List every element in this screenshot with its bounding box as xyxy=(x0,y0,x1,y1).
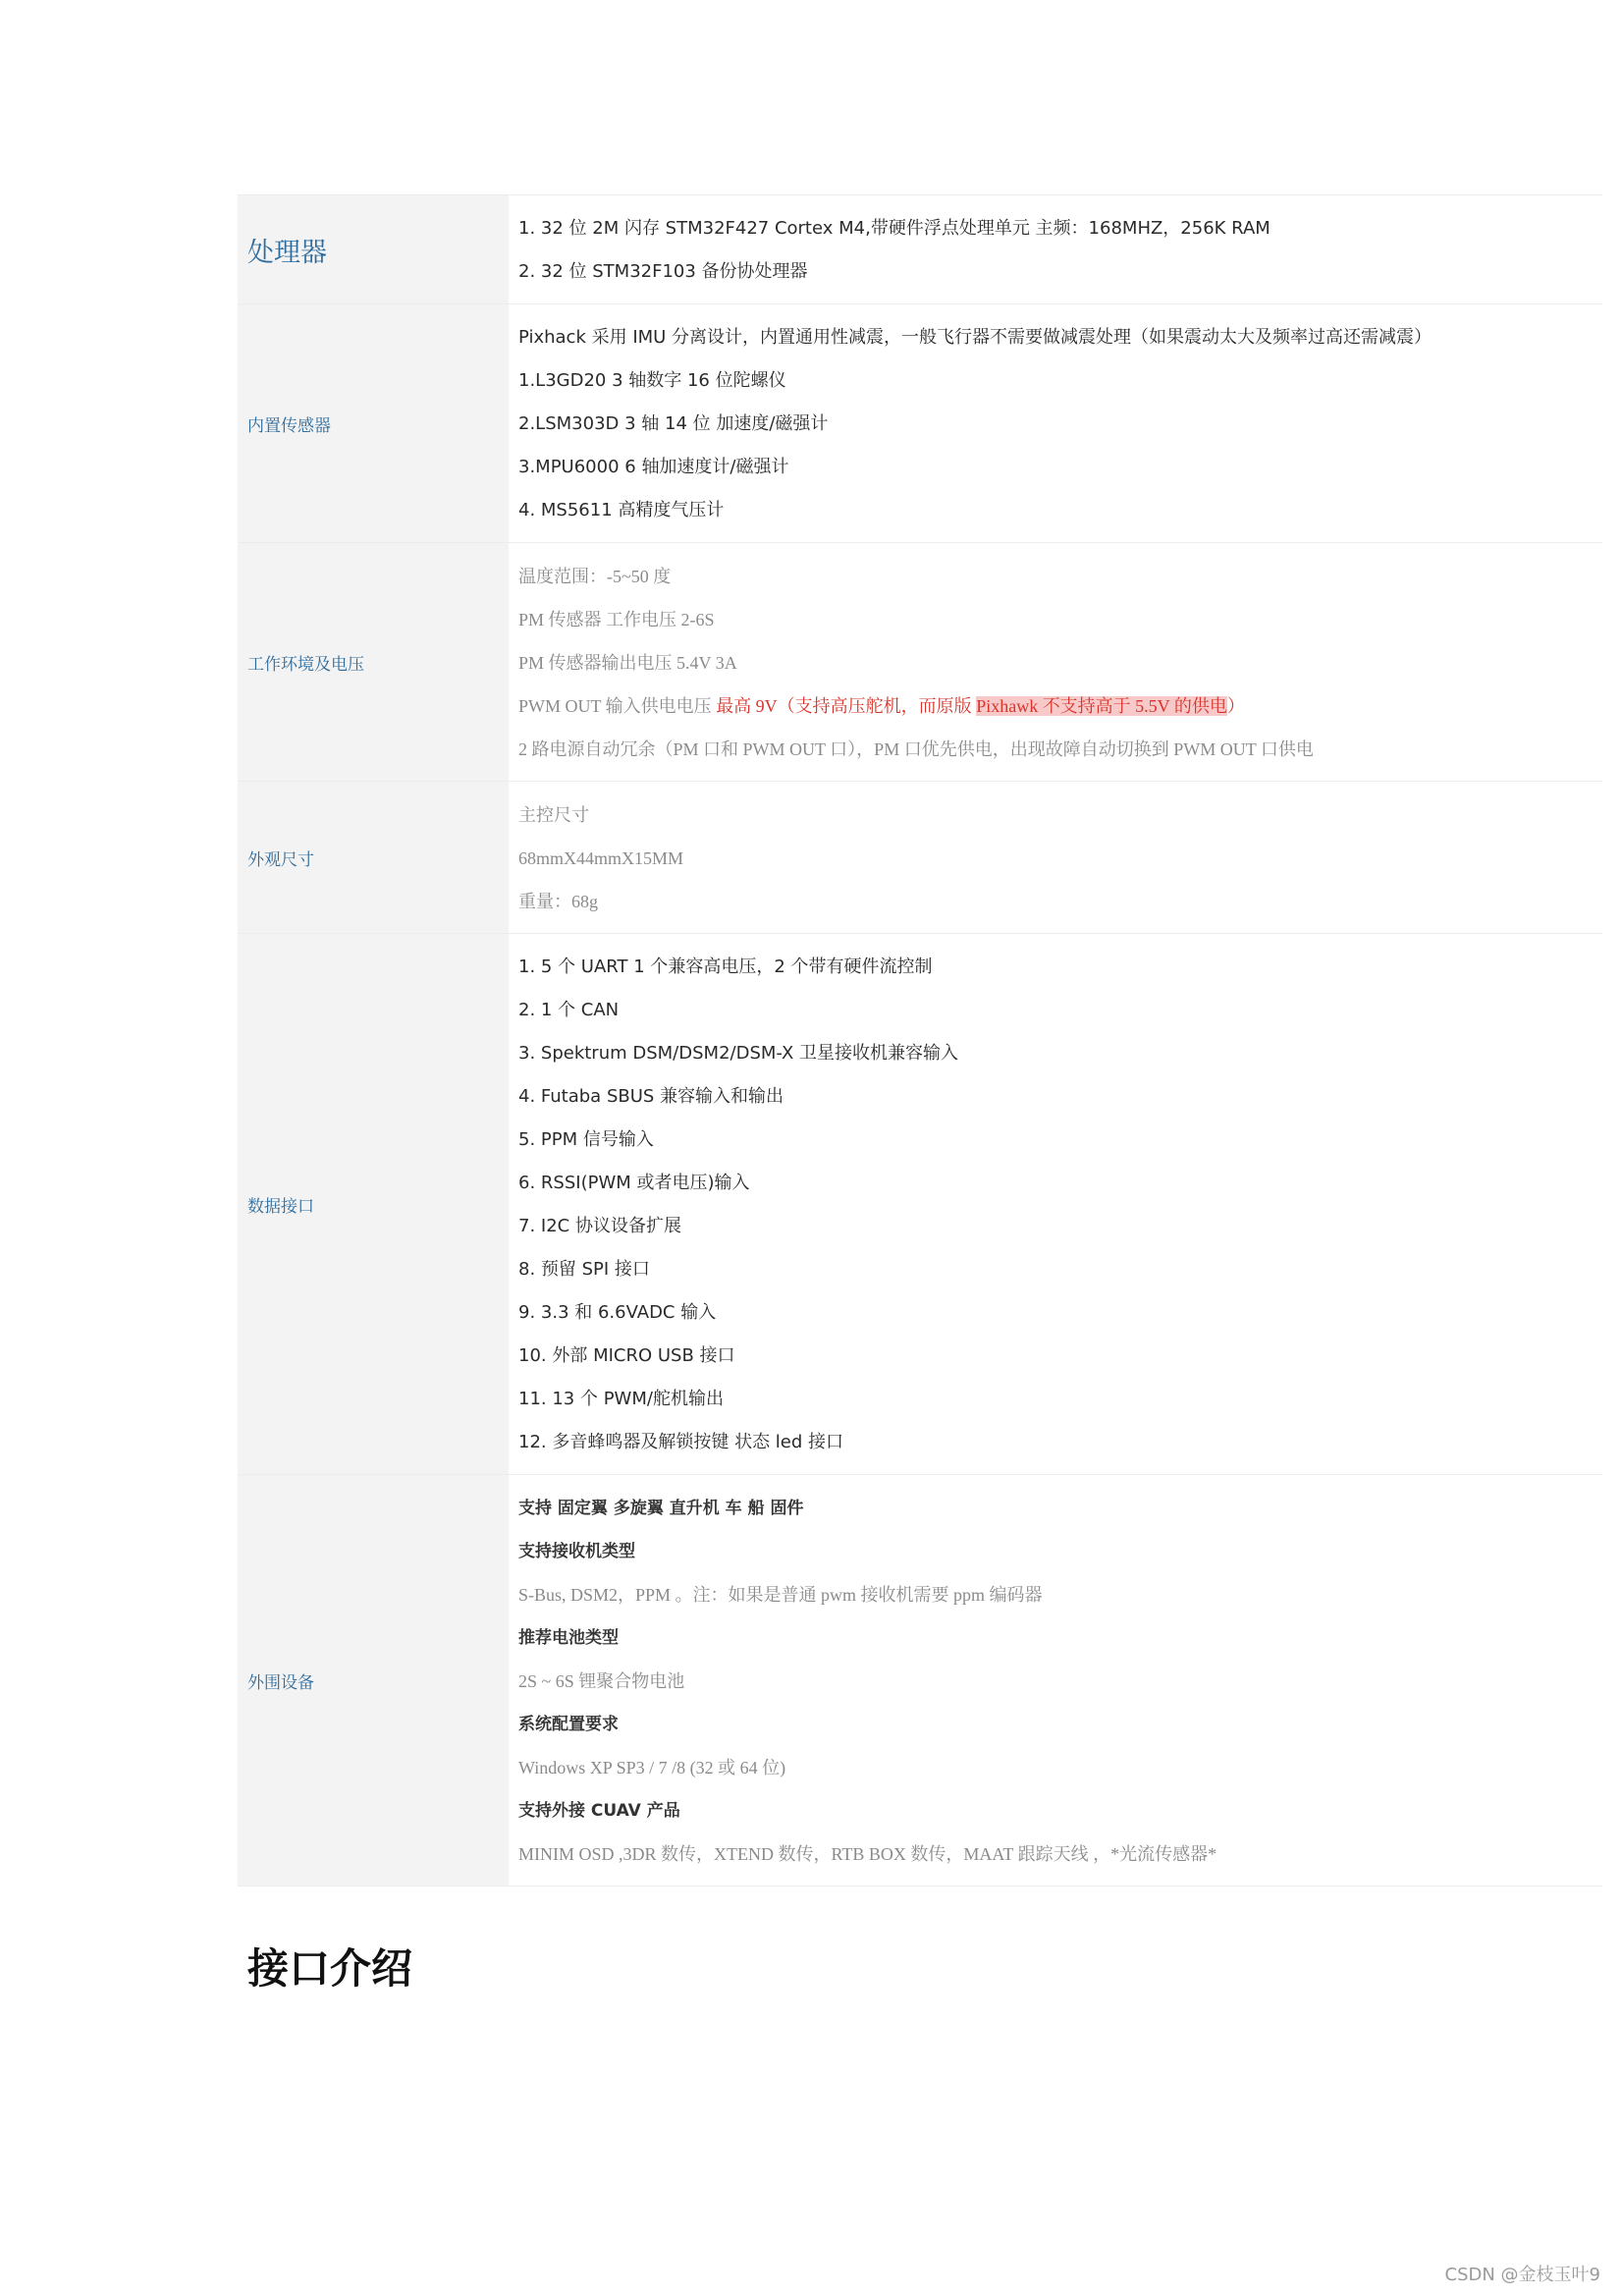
spec-value-cell xyxy=(509,782,1602,933)
spec-label-cell xyxy=(238,195,509,303)
spec-table xyxy=(238,194,1602,1886)
spec-label-cell xyxy=(238,543,509,781)
spec-row-interfaces xyxy=(238,934,1602,1475)
spec-row-sensors xyxy=(238,304,1602,543)
spec-line: 温度范围：-5~50 度 xyxy=(518,567,672,586)
spec-line: S-Bus, DSM2，PPM 。注：如果是普通 pwm 接收机需要 ppm 编码器 xyxy=(518,1585,1043,1605)
section-heading: 接口介绍 xyxy=(247,1944,413,1993)
pwm-voltage-prefix: PWM OUT 输入供电电压 xyxy=(518,696,717,716)
pwm-voltage-suffix: ） xyxy=(1226,696,1245,716)
pwm-voltage-red: 最高 9V（支持高压舵机，而原版 xyxy=(716,696,977,716)
spec-row-dimensions xyxy=(238,782,1602,934)
spec-value-cell xyxy=(509,304,1602,542)
spec-label-sensors: 内置传感器 xyxy=(247,415,331,436)
spec-row-environment xyxy=(238,543,1602,782)
spec-line: 10. 外部 MICRO USB 接口 xyxy=(518,1345,735,1366)
spec-line: 1.L3GD20 3 轴数字 16 位陀螺仪 xyxy=(518,370,786,391)
spec-line: 12. 多音蜂鸣器及解锁按键 状态 led 接口 xyxy=(518,1432,844,1452)
spec-line: 68mmX44mmX15MM xyxy=(518,848,684,868)
spec-label-peripherals: 外围设备 xyxy=(247,1672,314,1693)
spec-value-cell xyxy=(509,934,1602,1474)
spec-line: 3.MPU6000 6 轴加速度计/磁强计 xyxy=(518,457,789,477)
spec-label-cell xyxy=(238,782,509,933)
spec-line: 4. MS5611 高精度气压计 xyxy=(518,500,725,520)
spec-value-cell xyxy=(509,543,1602,781)
spec-label-cell xyxy=(238,304,509,542)
spec-label-interfaces: 数据接口 xyxy=(247,1196,314,1217)
spec-value-cell xyxy=(509,1475,1602,1886)
spec-line: 11. 13 个 PWM/舵机输出 xyxy=(518,1389,724,1409)
spec-line: 2 路电源自动冗余（PM 口和 PWM OUT 口），PM 口优先供电，出现故障自动切换到 PWM OUT 口供电 xyxy=(518,739,1314,759)
spec-line-pwm-voltage xyxy=(518,684,1593,728)
spec-line: Pixhack 采用 IMU 分离设计，内置通用性减震，一般飞行器不需要做减震处理（如果震动太大及频率过高还需减震） xyxy=(518,327,1433,348)
spec-line: 支持 固定翼 多旋翼 直升机 车 船 固件 xyxy=(518,1499,804,1518)
spec-line: 系统配置要求 xyxy=(518,1715,619,1734)
spec-line: 2S ~ 6S 锂聚合物电池 xyxy=(518,1671,685,1691)
spec-line: 2. 1 个 CAN xyxy=(518,1000,620,1020)
spec-line: 支持外接 CUAV 产品 xyxy=(518,1801,680,1821)
spec-value-cell xyxy=(509,195,1602,303)
spec-line: 8. 预留 SPI 接口 xyxy=(518,1259,650,1280)
spec-line: 3. Spektrum DSM/DSM2/DSM-X 卫星接收机兼容输入 xyxy=(518,1043,959,1064)
spec-label-cell xyxy=(238,1475,509,1886)
watermark: CSDN @金枝玉叶9 xyxy=(1444,2265,1600,2285)
spec-line: PM 传感器输出电压 5.4V 3A xyxy=(518,653,737,673)
spec-line: 重量：68g xyxy=(518,892,598,911)
spec-line: 2. 32 位 STM32F103 备份协处理器 xyxy=(518,261,808,282)
spec-line: 6. RSSI(PWM 或者电压)输入 xyxy=(518,1173,750,1193)
spec-line: 1. 32 位 2M 闪存 STM32F427 Cortex M4,带硬件浮点处理单元 主频：168MHZ，256K RAM xyxy=(518,218,1271,239)
spec-line: 5. PPM 信号输入 xyxy=(518,1129,654,1150)
spec-line: MINIM OSD ,3DR 数传，XTEND 数传，RTB BOX 数传，MAAT 跟踪天线 ，*光流传感器* xyxy=(518,1844,1217,1864)
spec-line: 支持接收机类型 xyxy=(518,1542,635,1561)
spec-line: PM 传感器 工作电压 2-6S xyxy=(518,610,715,629)
spec-label-dimensions: 外观尺寸 xyxy=(247,849,314,870)
pwm-voltage-highlight: Pixhawk 不支持高于 5.5V 的供电 xyxy=(976,696,1227,716)
spec-label-environment: 工作环境及电压 xyxy=(247,654,364,675)
spec-row-peripherals xyxy=(238,1475,1602,1886)
spec-line: 2.LSM303D 3 轴 14 位 加速度/磁强计 xyxy=(518,413,829,434)
spec-line: 推荐电池类型 xyxy=(518,1628,619,1648)
spec-line: Windows XP SP3 / 7 /8 (32 或 64 位) xyxy=(518,1758,786,1777)
spec-line: 7. I2C 协议设备扩展 xyxy=(518,1216,681,1236)
spec-line: 1. 5 个 UART 1 个兼容高电压，2 个带有硬件流控制 xyxy=(518,957,933,977)
spec-line: 4. Futaba SBUS 兼容输入和输出 xyxy=(518,1086,784,1107)
spec-line: 主控尺寸 xyxy=(518,805,589,825)
spec-line: 9. 3.3 和 6.6VADC 输入 xyxy=(518,1302,717,1323)
spec-row-processor xyxy=(238,195,1602,304)
spec-label-processor: 处理器 xyxy=(247,237,327,268)
spec-label-cell xyxy=(238,934,509,1474)
